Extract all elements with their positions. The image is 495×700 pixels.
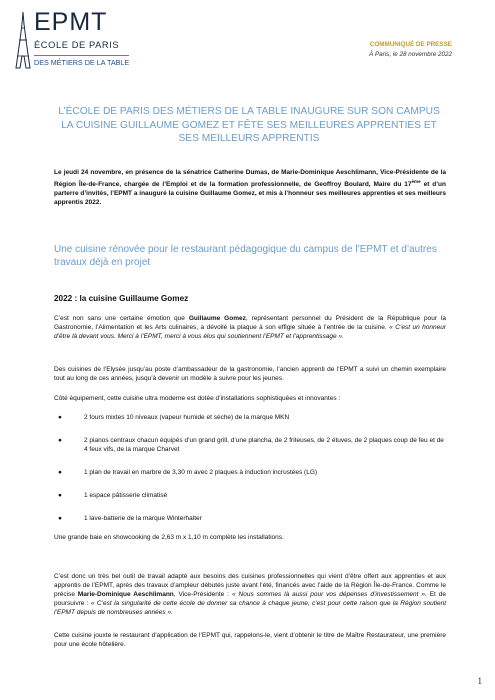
para1-text-a: C’est non sans une certaine émotion que	[54, 315, 189, 322]
intro-text-2: et d’un parterre d’invités, l’EPMT a inauguré la cuisine Guillaume Gomez, et mis à l’honneur ses meilleures apprenties et ses meilleurs apprentis 2022.	[54, 181, 446, 207]
para5-quote-2: « C’est la singularité de cette école de donner sa chance à chaque jeune, c’est pour cette raison que la Région soutient l’EPMT depuis de nombreuses années ».	[54, 600, 446, 617]
list-item	[54, 468, 446, 477]
bullet-icon: ●	[58, 469, 62, 476]
list-item	[54, 491, 446, 500]
intro-paragraph	[54, 168, 446, 208]
intro-superscript: ème	[411, 179, 421, 185]
para5-quote-1: « Nous sommes là aussi pour vos dépenses d’investissement ».	[231, 591, 427, 599]
bullet-icon: ●	[58, 414, 62, 421]
logo-tagline: DES MÉTIERS DE LA TABLE	[34, 55, 129, 67]
logo-school-name: ÉCOLE DE PARIS	[34, 40, 120, 50]
para1-text-c: , représentant personnel du Président de la République pour la Gastronomie, l’Alimentation et les Arts culinaires, a dévoilé la plaque à son effigie située à l’entrée de la cuisine.	[54, 315, 446, 332]
list-item	[54, 413, 446, 422]
bullet-icon: ●	[58, 492, 62, 499]
epmt-logo	[14, 10, 164, 70]
paragraph-1	[54, 314, 446, 341]
logo-wordmark: EPMT	[34, 8, 108, 36]
list-item-text: 1 espace pâtisserie climatisé	[84, 492, 168, 499]
list-item	[54, 436, 446, 454]
subheading: 2022 : la cuisine Guillaume Gomez	[54, 294, 189, 303]
paragraph-3: Côté équipement, cette cuisine ultra moderne est dotée d’installations sophistiquées et innovantes :	[54, 395, 341, 402]
section-heading: Une cuisine rénovée pour le restaurant pédagogique du campus de l’EPMT et d’autres travaux déjà en projet	[54, 244, 437, 269]
para5-name: Marie-Dominique Aeschlimann	[77, 591, 174, 599]
page-number: 1	[477, 676, 482, 686]
para1-quote: « C’est un honneur d’être là devant vous. Merci à l’EPMT, merci à vous élus qui soutiennent l’EPMT et l’apprentissage ».	[54, 324, 446, 341]
paragraph-4: Une grande baie en showcooking de 2,63 m x 1,10 m complète les installations.	[54, 534, 284, 541]
bullet-icon: ●	[58, 437, 62, 444]
dateline: À Paris, le 28 novembre 2022	[369, 51, 452, 58]
intro-text-1: Le jeudi 24 novembre, en présence de la sénatrice Catherine Dumas, de Marie-Dominique Aeschlimann, Vice-Présidente de la Région Île-de-France, chargée de l’Emploi et de la formation professionnelle, de Geoffroy Boulard, Maire du 17	[54, 169, 446, 189]
list-item-text: 1 plan de travail en marbre de 3,30 m avec 2 plaques à induction incrustées (LG)	[84, 469, 318, 476]
page-title: L’ÉCOLE DE PARIS DES MÉTIERS DE LA TABLE INAUGURE SUR SON CAMPUS LA CUISINE GUILLAUME GOMEZ ET FÊTE SES MEILLEURES APPRENTIES ET SES MEILLEURS APPRENTIS	[58, 106, 440, 145]
press-release-label: COMMUNIQUÉ DE PRESSE	[369, 41, 452, 48]
para5-text-c: , Vice-Présidente :	[173, 591, 232, 599]
list-item-text: 1 lave-batterie de la marque Winterhalter	[84, 515, 202, 522]
para5-text-e: Et de poursuivre :	[54, 591, 447, 608]
bullet-icon: ●	[58, 515, 62, 522]
paragraph-2: Des cuisines de l’Elysée jusqu’au poste d’ambassadeur de la gastronomie, l’ancien apprenti de l’EPMT a suivi un chemin exemplaire tout au long de ces années, jusqu’à devenir un modèle à suivre pour les jeunes.	[54, 366, 446, 383]
paragraph-5	[54, 572, 446, 617]
para5-text-a: C’est donc un très bel outil de travail adapté aux besoins des cuisines professionnelles qui vient d’être offert aux apprenties et aux apprentis de l’EPMT, après des travaux d’ampleur débutés juste avant l’été, financés avec l’aide de la Région Île-de-France. Comme le précise	[54, 573, 446, 599]
para1-name: Guillaume Gomez	[188, 315, 246, 322]
list-item	[54, 514, 446, 523]
eiffel-tower-icon	[14, 10, 32, 70]
list-item-text: 2 fours mixtes 10 niveaux (vapeur humide et sèche) de la marque MKN	[84, 414, 290, 421]
list-item-text: 2 pianos centraux chacun équipés d’un grand grill, d’une plancha, de 2 friteuses, de 2 étuves, de 2 plaques coup de feu et de 4 feux vifs, de la marque Charvet	[84, 437, 444, 454]
paragraph-6: Cette cuisine jouxte le restaurant d’application de l’EPMT qui, rappelons-le, vient d’obtenir le titre de Maître Restaurateur, une première pour une école hôtelière.	[54, 632, 446, 649]
